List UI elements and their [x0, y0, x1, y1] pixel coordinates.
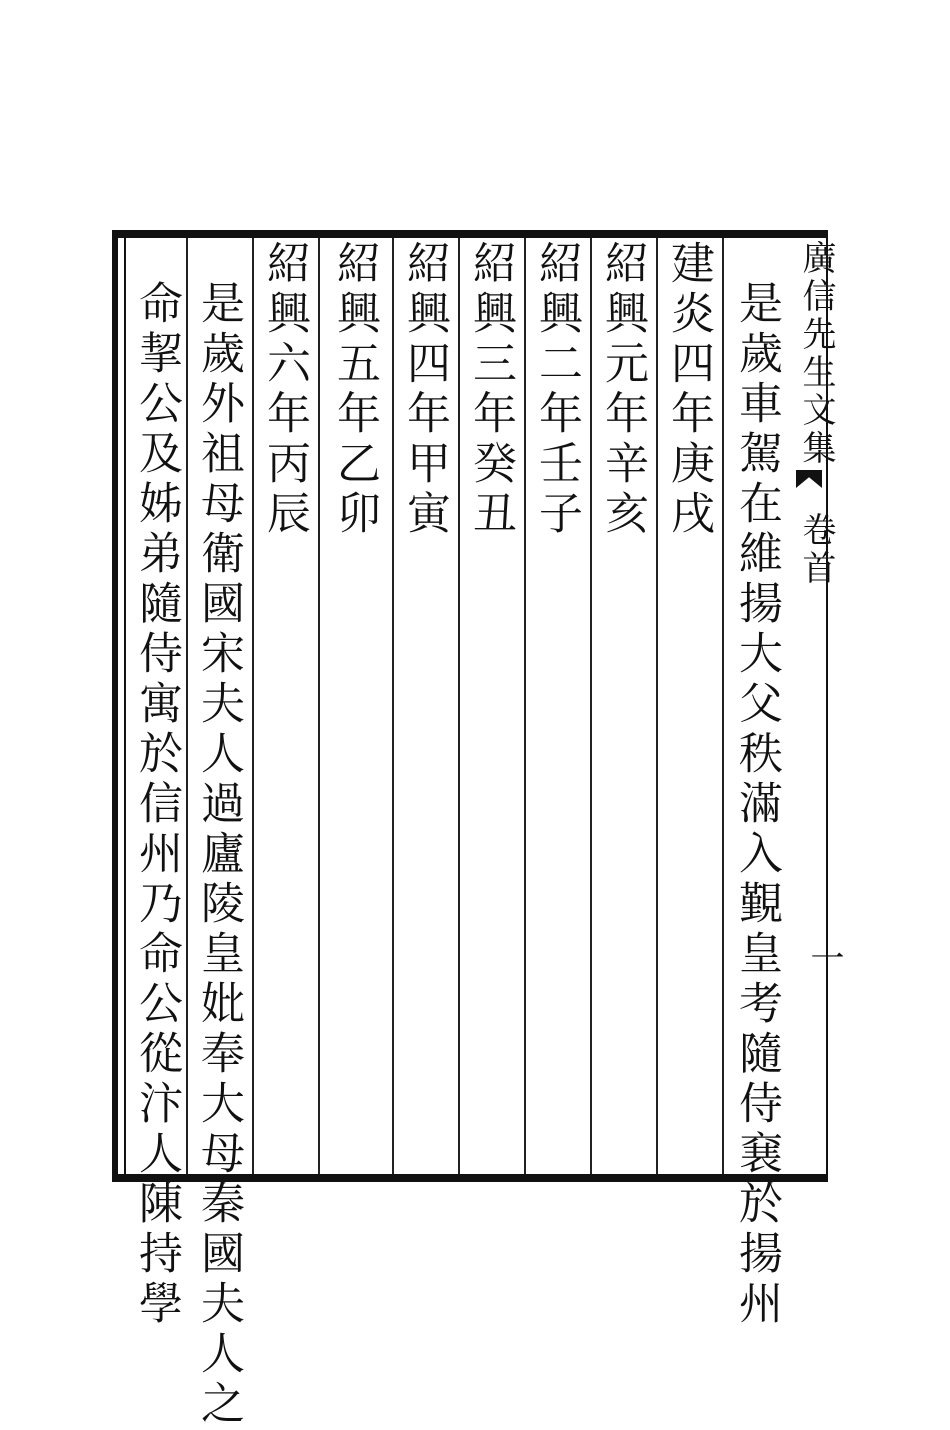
column-rule: [656, 238, 658, 1174]
column-rule: [392, 238, 394, 1174]
text-column-8: 紹興六年丙辰: [259, 240, 310, 540]
column-rule: [524, 238, 526, 1174]
column-rule: [590, 238, 592, 1174]
inner-left-border: [124, 232, 126, 1176]
column-rule: [186, 238, 188, 1174]
text-column-5: 紹興三年癸丑: [465, 240, 516, 540]
column-rule: [722, 238, 724, 1174]
text-column-10: 命挈公及姊弟隨侍寓於信州乃命公從汴人陳持學: [131, 280, 182, 1330]
text-column-3: 紹興元年辛亥: [597, 240, 648, 540]
text-column-6: 紹興四年甲寅: [399, 240, 450, 540]
text-column-2: 建炎四年庚戌: [663, 240, 714, 540]
column-rule: [318, 238, 320, 1174]
column-rule: [252, 238, 254, 1174]
column-rule: [458, 238, 460, 1174]
text-column-7: 紹興五年乙卯: [329, 240, 380, 540]
page-number: 一: [804, 940, 844, 974]
text-column-9: 是歲外祖母衛國宋夫人過廬陵皇妣奉大母秦國夫人之: [193, 280, 244, 1430]
volume-label: 卷首: [796, 512, 836, 588]
text-column-1: 是歲車駕在維揚大父秩滿入覲皇考隨侍㐮於揚州: [731, 280, 782, 1330]
margin-title: [792, 240, 841, 588]
book-title: 廣信先生文集: [796, 240, 836, 468]
text-column-4: 紹興二年壬子: [531, 240, 582, 540]
